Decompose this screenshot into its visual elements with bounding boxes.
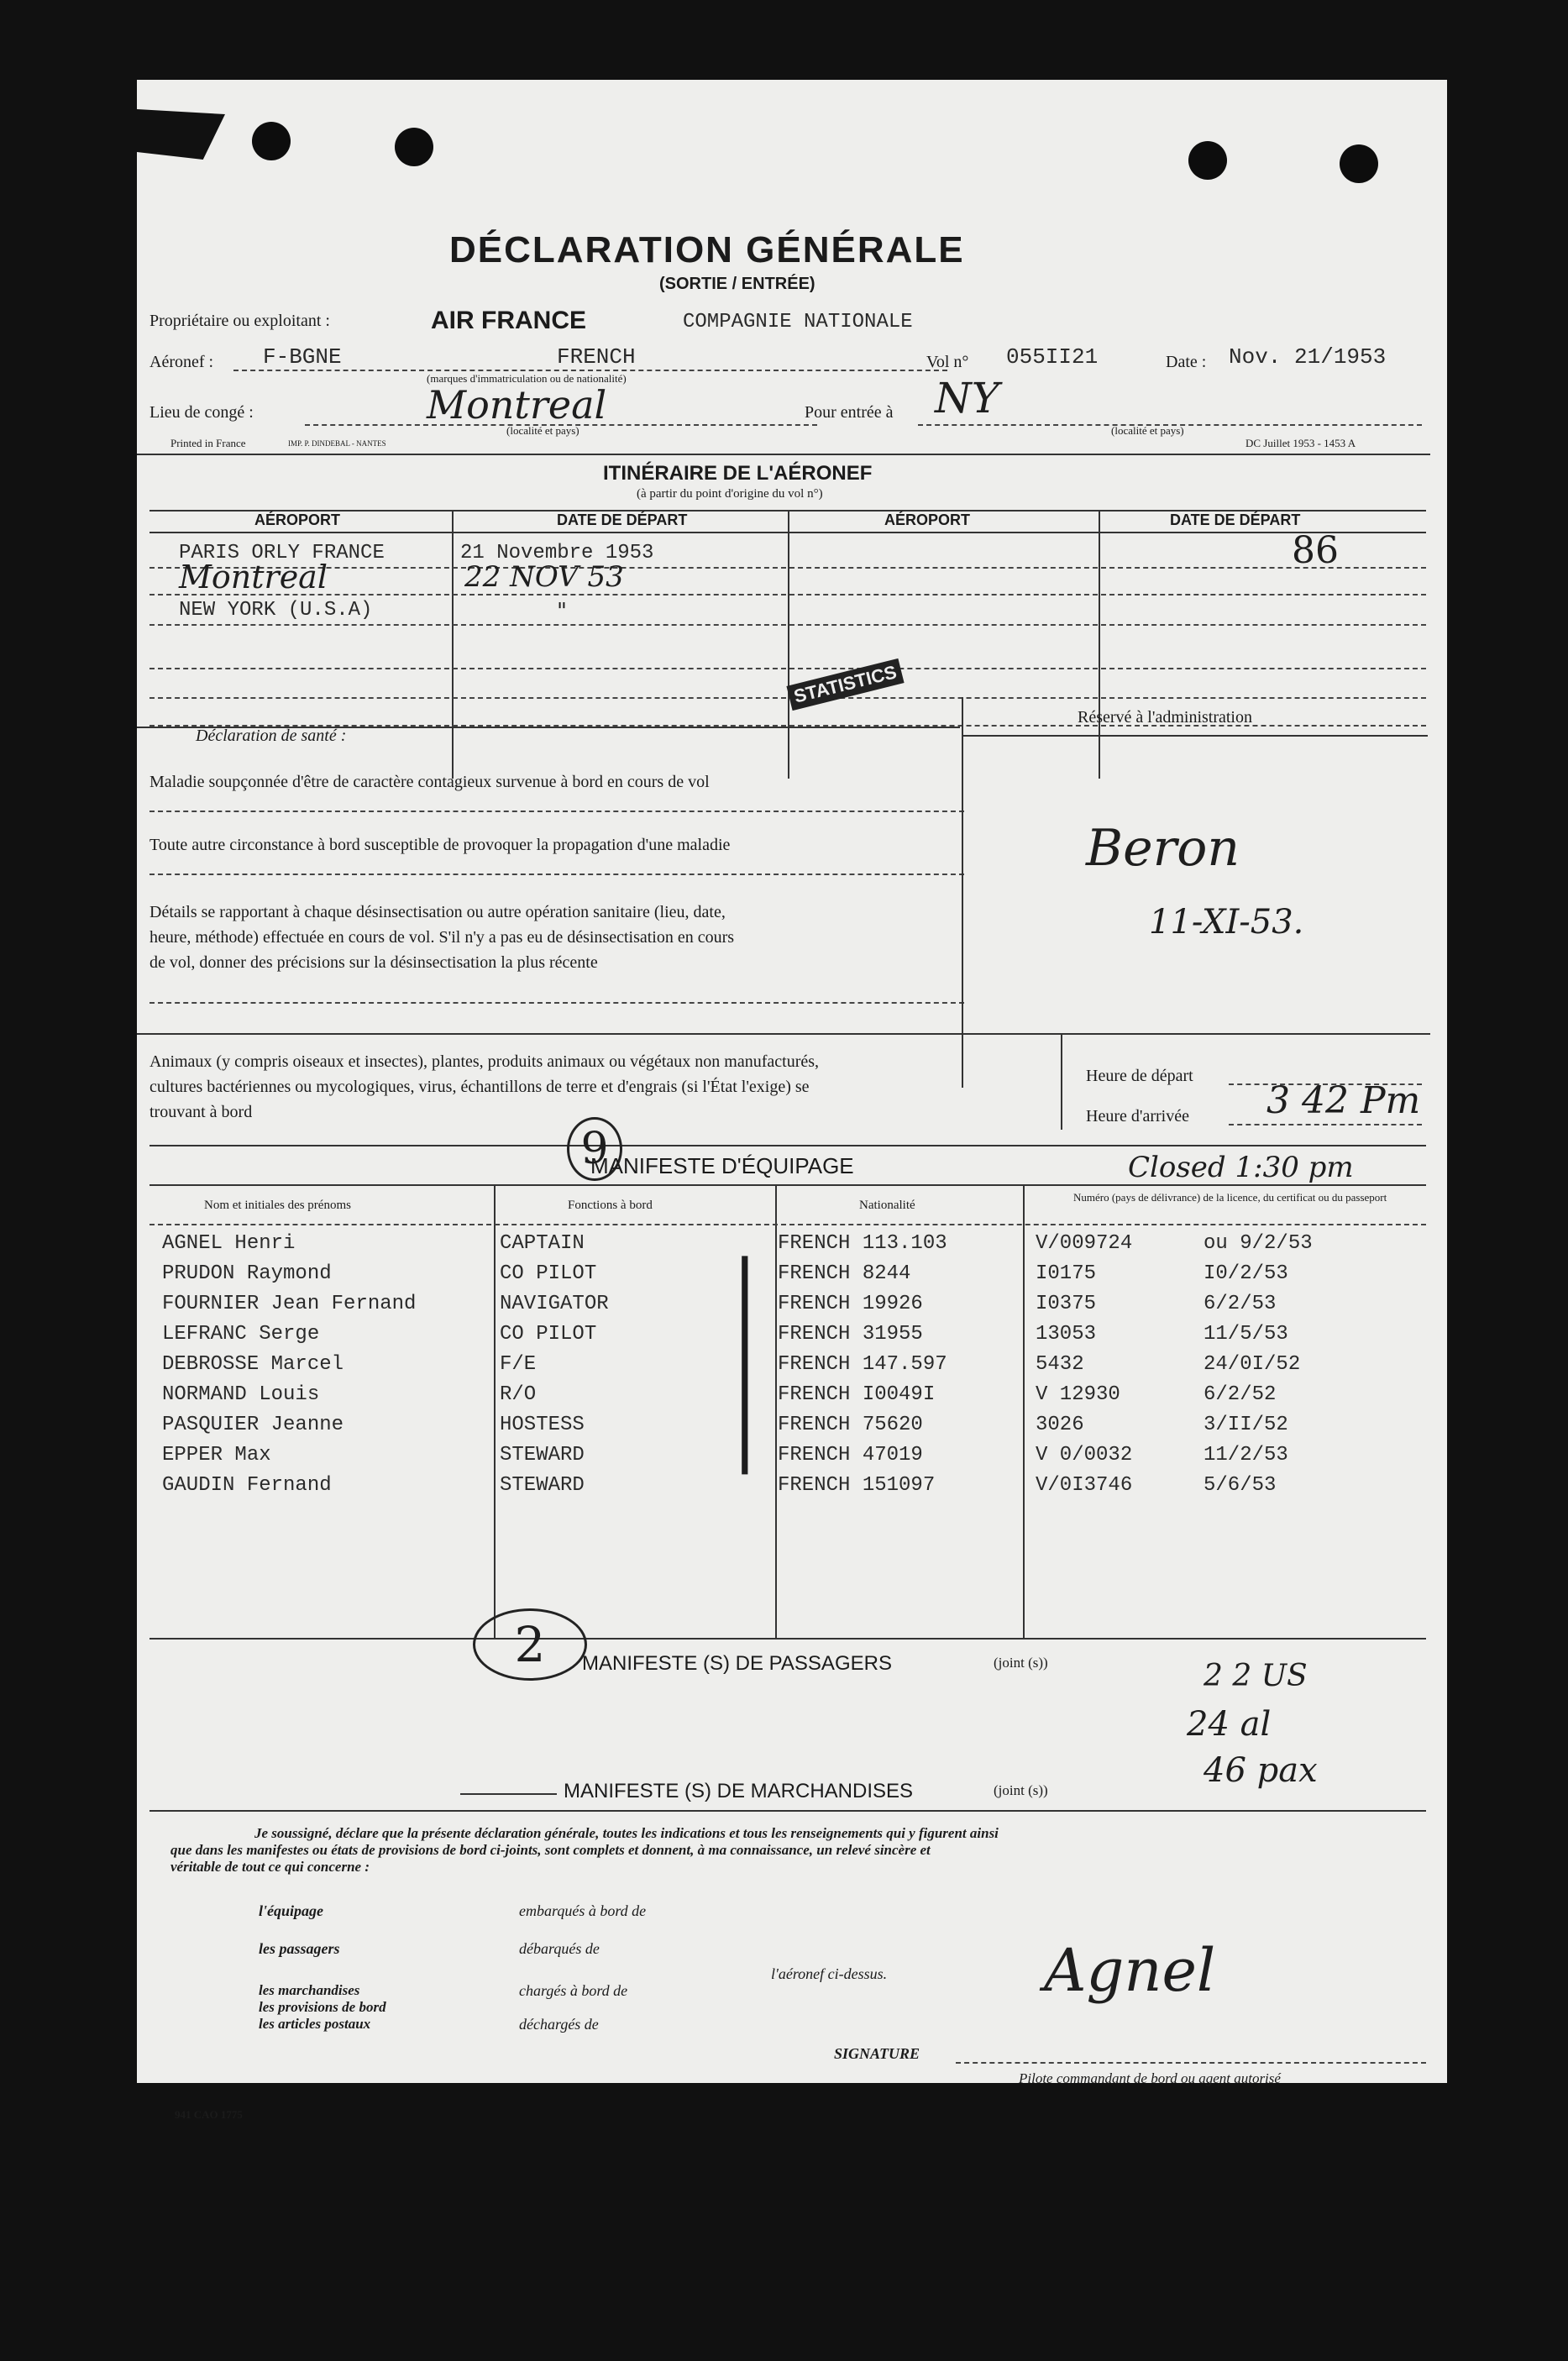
printer-imprint: IMP. P. DINDEBAL - NANTES bbox=[288, 439, 386, 448]
pax-note-1: 2 2 US bbox=[1204, 1659, 1308, 1693]
entry-value: NY bbox=[935, 374, 999, 422]
admin-date: 11-XI-53. bbox=[1149, 903, 1304, 942]
crew-license: I0375 bbox=[1036, 1293, 1097, 1315]
health-title: Déclaration de santé : bbox=[196, 727, 347, 745]
aircraft-sublabel: (marques d'immatriculation ou de nationalité) bbox=[427, 372, 627, 385]
flight-label: Vol n° bbox=[926, 353, 969, 371]
col-divider bbox=[452, 510, 454, 779]
itinerary-title: ITINÉRAIRE DE L'AÉRONEF bbox=[603, 462, 873, 485]
admin-border bbox=[962, 697, 963, 1088]
crew-license-date: 6/2/52 bbox=[1204, 1383, 1277, 1406]
punch-hole bbox=[1340, 144, 1378, 183]
crew-role: NAVIGATOR bbox=[500, 1293, 609, 1315]
col-divider bbox=[1099, 510, 1100, 779]
signature-line bbox=[956, 2062, 1426, 2064]
crew-role: F/E bbox=[500, 1353, 537, 1376]
crew-header-name: Nom et initiales des prénoms bbox=[204, 1199, 351, 1212]
crew-license: 5432 bbox=[1036, 1353, 1084, 1376]
admin-label: Réservé à l'administration bbox=[1078, 708, 1252, 727]
passenger-count: 2 bbox=[473, 1608, 587, 1681]
form-title: DÉCLARATION GÉNÉRALE bbox=[449, 229, 965, 270]
crew-name: PRUDON Raymond bbox=[162, 1262, 332, 1285]
decl-cargo: les marchandises bbox=[259, 1982, 360, 1998]
passengers-joint: (joint (s)) bbox=[994, 1655, 1048, 1671]
departure-place-label: Lieu de congé : bbox=[149, 403, 254, 422]
crew-name: DEBROSSE Marcel bbox=[162, 1353, 344, 1376]
entry-label: Pour entrée à bbox=[805, 403, 894, 422]
itin-row-line bbox=[149, 567, 1426, 569]
arrival-time-value: 3 42 Pm bbox=[1266, 1079, 1421, 1122]
health-line-1: Maladie soupçonnée d'être de caractère contagieux survenue à bord en cours de vol bbox=[149, 773, 710, 791]
crew-role: HOSTESS bbox=[500, 1414, 585, 1436]
crew-name: GAUDIN Fernand bbox=[162, 1474, 332, 1497]
printer-left: Printed in France bbox=[170, 437, 246, 449]
crew-license-date: 5/6/53 bbox=[1204, 1474, 1277, 1497]
statistics-stamp: STATISTICS bbox=[786, 658, 904, 711]
crew-name: FOURNIER Jean Fernand bbox=[162, 1293, 417, 1315]
time-line bbox=[1229, 1124, 1422, 1125]
crew-nationality: FRENCH 147.597 bbox=[778, 1353, 947, 1376]
arrival-time-label: Heure d'arrivée bbox=[1086, 1107, 1189, 1125]
itin-row-line bbox=[149, 697, 1426, 699]
health-line-2: Toute autre circonstance à bord susceptible de provoquer la propagation d'une maladie bbox=[149, 836, 731, 854]
crew-license-date: 3/II/52 bbox=[1204, 1414, 1288, 1436]
punch-hole bbox=[395, 128, 433, 166]
cargo-joint: (joint (s)) bbox=[994, 1782, 1048, 1798]
itin-header-airport-1: AÉROPORT bbox=[254, 512, 341, 528]
itin-note: 86 bbox=[1292, 529, 1339, 572]
crew-name: LEFRANC Serge bbox=[162, 1323, 320, 1346]
torn-corner bbox=[137, 109, 225, 160]
pax-note-2: 24 al bbox=[1187, 1705, 1272, 1744]
aircraft-label: Aéronef : bbox=[149, 353, 214, 371]
date-value: Nov. 21/1953 bbox=[1229, 344, 1387, 370]
decl-postal: les articles postaux bbox=[259, 2016, 371, 2032]
rule bbox=[137, 454, 1430, 455]
crew-nationality: FRENCH 151097 bbox=[778, 1474, 936, 1497]
health-rule bbox=[149, 1002, 964, 1004]
crew-role: STEWARD bbox=[500, 1474, 585, 1497]
owner-company: COMPAGNIE NATIONALE bbox=[683, 311, 913, 333]
crew-header-license: Numéro (pays de délivrance) de la licence, du certificat ou du passeport bbox=[1073, 1191, 1387, 1204]
declaration-text-1: Je soussigné, déclare que la présente déclaration générale, toutes les indications et tous les renseignements qui y figurent ainsi bbox=[254, 1825, 999, 1841]
crew-name: PASQUIER Jeanne bbox=[162, 1414, 344, 1436]
rule bbox=[962, 735, 1428, 737]
crew-bracket-stroke: | bbox=[732, 1221, 758, 1475]
crew-license-date: ou 9/2/53 bbox=[1204, 1232, 1313, 1255]
itin-date-1: 21 Novembre 1953 bbox=[460, 542, 654, 564]
crew-license-date: 6/2/53 bbox=[1204, 1293, 1277, 1315]
admin-signature: Beron bbox=[1086, 819, 1240, 878]
health-line-3c: de vol, donner des précisions sur la désinsectisation la plus récente bbox=[149, 953, 598, 972]
crew-name: NORMAND Louis bbox=[162, 1383, 320, 1406]
date-label: Date : bbox=[1166, 353, 1207, 371]
crew-nationality: FRENCH 19926 bbox=[778, 1293, 923, 1315]
health-line-3a: Détails se rapportant à chaque désinsectisation ou autre opération sanitaire (lieu, date, bbox=[149, 903, 726, 921]
aircraft-registration: F-BGNE bbox=[263, 344, 342, 370]
crew-license: 13053 bbox=[1036, 1323, 1097, 1346]
printer-right: DC Juillet 1953 - 1453 A bbox=[1245, 437, 1356, 449]
crew-nationality: FRENCH 31955 bbox=[778, 1323, 923, 1346]
crew-role: STEWARD bbox=[500, 1444, 585, 1466]
health-rule bbox=[149, 811, 964, 812]
signature-label: SIGNATURE bbox=[834, 2045, 920, 2062]
flight-number: 055II21 bbox=[1006, 344, 1099, 370]
form-subtitle: (SORTIE / ENTRÉE) bbox=[659, 275, 815, 293]
declaration-text-3: véritable de tout ce qui concerne : bbox=[170, 1859, 370, 1875]
rule bbox=[149, 1810, 1426, 1812]
col-divider bbox=[775, 1184, 777, 1638]
crew-title: MANIFESTE D'ÉQUIPAGE bbox=[590, 1153, 854, 1178]
crew-nationality: FRENCH 75620 bbox=[778, 1414, 923, 1436]
itin-row-line bbox=[149, 594, 1426, 595]
punch-hole bbox=[252, 122, 291, 160]
crew-license-date: 11/2/53 bbox=[1204, 1444, 1288, 1466]
crew-count: 9 bbox=[567, 1117, 622, 1181]
decl-embarked: embarqués à bord de bbox=[519, 1902, 647, 1919]
form-code: 941 CAO 1775 bbox=[175, 2108, 243, 2121]
rule bbox=[149, 1224, 1426, 1225]
crew-license: V/0I3746 bbox=[1036, 1474, 1133, 1497]
itinerary-subtitle: (à partir du point d'origine du vol n°) bbox=[637, 487, 823, 501]
decl-disembarked: débarqués de bbox=[519, 1940, 600, 1957]
itin-airport-2: Montreal bbox=[179, 559, 328, 595]
animals-line-3: trouvant à bord bbox=[149, 1103, 253, 1121]
pax-note-3: 46 pax bbox=[1204, 1751, 1318, 1790]
rule bbox=[137, 1033, 1430, 1035]
aircraft-line bbox=[233, 370, 947, 371]
crew-license: V/009724 bbox=[1036, 1232, 1133, 1255]
owner-name: AIR FRANCE bbox=[431, 307, 586, 334]
itin-header-date-1: DATE DE DÉPART bbox=[557, 512, 688, 528]
crew-license: I0175 bbox=[1036, 1262, 1097, 1285]
col-divider bbox=[494, 1184, 496, 1638]
crew-nationality: FRENCH 8244 bbox=[778, 1262, 911, 1285]
crew-header-nat: Nationalité bbox=[859, 1199, 915, 1212]
rule bbox=[149, 1184, 1426, 1186]
decl-provisions: les provisions de bord bbox=[259, 1999, 386, 2015]
document-page bbox=[137, 80, 1447, 2121]
itin-airport-1: PARIS ORLY FRANCE bbox=[179, 542, 385, 564]
itin-airport-3: NEW YORK (U.S.A) bbox=[179, 599, 373, 622]
crew-license-date: 24/0I/52 bbox=[1204, 1353, 1301, 1376]
passengers-title: MANIFESTE (S) DE PASSAGERS bbox=[582, 1652, 892, 1675]
crew-license: V 0/0032 bbox=[1036, 1444, 1133, 1466]
crew-role: CO PILOT bbox=[500, 1262, 597, 1285]
rule bbox=[149, 1638, 1426, 1640]
itin-row-line bbox=[149, 624, 1426, 626]
col-divider bbox=[1023, 1184, 1025, 1638]
crew-name: EPPER Max bbox=[162, 1444, 271, 1466]
crew-license: 3026 bbox=[1036, 1414, 1084, 1436]
crew-role: R/O bbox=[500, 1383, 537, 1406]
departure-place-value: Montreal bbox=[427, 382, 607, 428]
captain-signature: Agnel bbox=[1044, 1936, 1216, 2005]
crew-license-date: 11/5/53 bbox=[1204, 1323, 1288, 1346]
crew-license: V 12930 bbox=[1036, 1383, 1120, 1406]
crew-nationality: FRENCH I0049I bbox=[778, 1383, 936, 1406]
health-line-3b: heure, méthode) effectuée en cours de vol. S'il n'y a pas eu de désinsectisation en cours bbox=[149, 928, 735, 947]
decl-crew: l'équipage bbox=[259, 1902, 323, 1919]
declaration-text-2: que dans les manifestes ou états de provisions de bord ci-joints, sont complets et donnent, à ma connaissance, un relevé sincère et bbox=[170, 1842, 931, 1858]
departure-time-label: Heure de départ bbox=[1086, 1067, 1193, 1085]
crew-nationality: FRENCH 47019 bbox=[778, 1444, 923, 1466]
cargo-title: MANIFESTE (S) DE MARCHANDISES bbox=[557, 1780, 920, 1803]
aircraft-nationality: FRENCH bbox=[557, 344, 636, 370]
decl-unloaded: déchargés de bbox=[519, 2016, 599, 2033]
departure-place-sublabel: (localité et pays) bbox=[506, 424, 579, 437]
crew-nationality: FRENCH 113.103 bbox=[778, 1232, 947, 1255]
col-divider bbox=[788, 510, 789, 779]
rule bbox=[149, 1145, 1426, 1146]
entry-sublabel: (localité et pays) bbox=[1111, 424, 1184, 437]
signer-caption: Pilote commandant de bord ou agent autorisé bbox=[1019, 2070, 1281, 2086]
itin-header-airport-2: AÉROPORT bbox=[884, 512, 971, 528]
crew-header-role: Fonctions à bord bbox=[568, 1199, 653, 1212]
animals-line-1: Animaux (y compris oiseaux et insectes), plantes, produits animaux ou végétaux non manufacturés, bbox=[149, 1052, 820, 1071]
itin-date-3: " bbox=[557, 599, 567, 624]
decl-loaded: chargés à bord de bbox=[519, 1982, 628, 1999]
crew-name: AGNEL Henri bbox=[162, 1232, 296, 1255]
decl-passengers: les passagers bbox=[259, 1940, 340, 1957]
closed-note: Closed 1:30 pm bbox=[1128, 1151, 1354, 1184]
crew-role: CAPTAIN bbox=[500, 1232, 585, 1255]
itin-date-2: 22 NOV 53 bbox=[464, 560, 624, 594]
decl-aircraft: l'aéronef ci-dessus. bbox=[771, 1965, 888, 1982]
animals-line-2: cultures bactériennes ou mycologiques, virus, échantillons de terre et d'engrais (si l'État l'exige) se bbox=[149, 1078, 810, 1096]
crew-role: CO PILOT bbox=[500, 1323, 597, 1346]
itin-row-line bbox=[149, 668, 1426, 669]
health-rule bbox=[149, 874, 964, 875]
owner-label: Propriétaire ou exploitant : bbox=[149, 312, 330, 330]
crew-license-date: I0/2/53 bbox=[1204, 1262, 1288, 1285]
punch-hole bbox=[1188, 141, 1227, 180]
times-border bbox=[1061, 1033, 1062, 1130]
itin-header-date-2: DATE DE DÉPART bbox=[1170, 512, 1301, 528]
